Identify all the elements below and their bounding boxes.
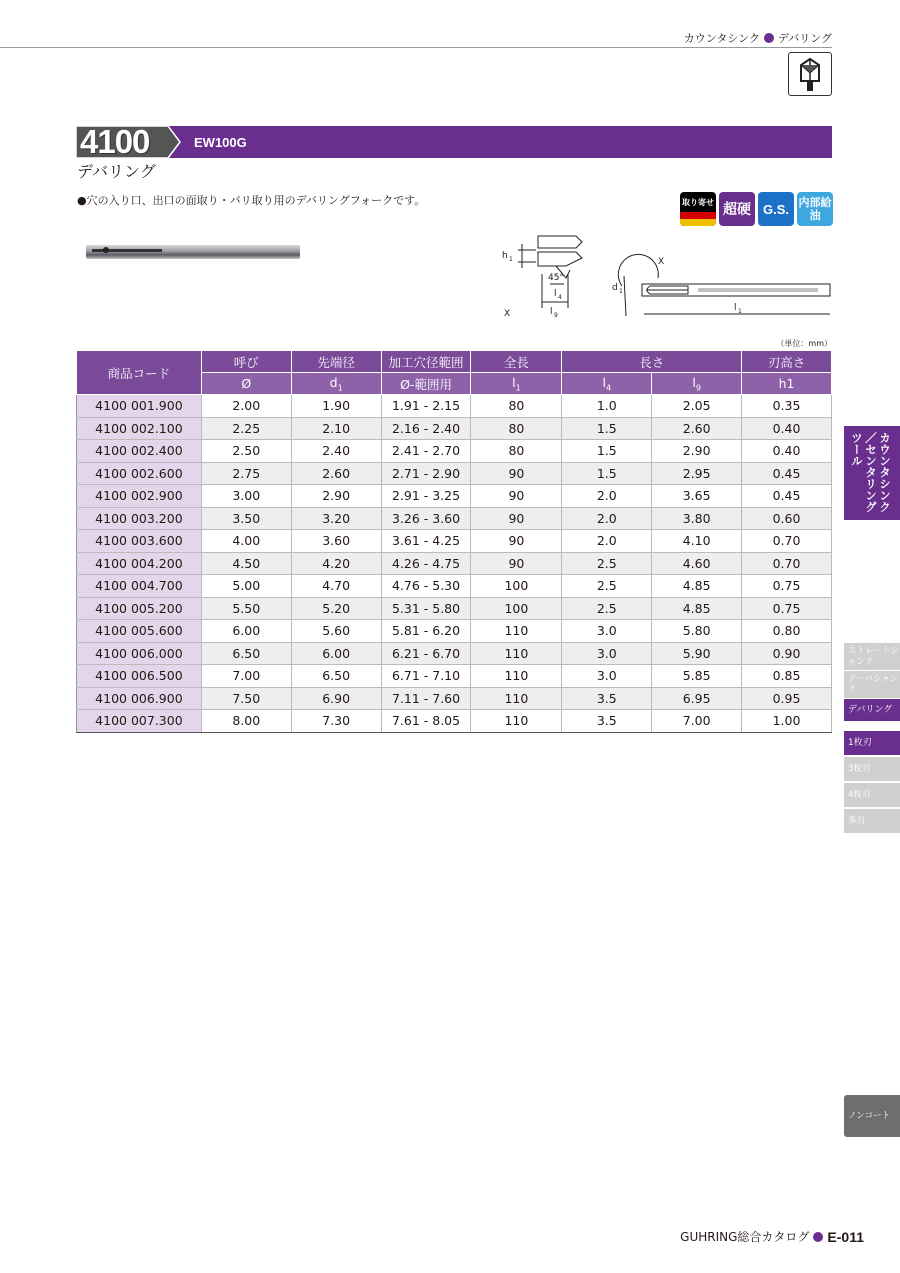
l1-subscript: 1	[738, 308, 742, 315]
subheader-cell	[652, 373, 742, 395]
bullet-icon	[813, 1232, 823, 1242]
gs-badge: G.S.	[758, 192, 794, 226]
product-code-cell: 4100 002.900	[77, 485, 202, 508]
subheader-cell	[201, 373, 291, 395]
spec-cell: 2.60	[291, 462, 381, 485]
spec-cell: 1.90	[291, 395, 381, 418]
angle-label: 45°	[548, 273, 564, 283]
spec-cell: 6.95	[652, 687, 742, 710]
spec-cell: 4.50	[201, 552, 291, 575]
spec-cell: 80	[471, 440, 562, 463]
table-row	[77, 552, 832, 575]
subheader-symbol: l	[692, 374, 696, 390]
spec-cell: 3.5	[562, 710, 652, 733]
spec-cell: 110	[471, 687, 562, 710]
spec-cell: 5.20	[291, 597, 381, 620]
spec-cell: 90	[471, 507, 562, 530]
header-length: 長さ	[562, 351, 742, 373]
spec-cell: 3.00	[201, 485, 291, 508]
product-code-cell: 4100 006.000	[77, 642, 202, 665]
breadcrumb-category[interactable]: カウンタシンク	[683, 32, 760, 45]
table-row	[77, 462, 832, 485]
spec-cell: 90	[471, 485, 562, 508]
product-title: デバリング	[77, 162, 156, 181]
d1-label: d	[612, 283, 618, 293]
spec-cell: 100	[471, 575, 562, 598]
series-number: 4100	[80, 123, 150, 160]
spec-cell: 0.35	[742, 395, 832, 418]
h1-subscript: 1	[509, 256, 513, 263]
spec-cell: 110	[471, 620, 562, 643]
spec-cell: 90	[471, 530, 562, 553]
product-code-cell: 4100 007.300	[77, 710, 202, 733]
spec-cell: 0.75	[742, 575, 832, 598]
header-edge-height: 刃高さ	[742, 351, 832, 373]
spec-cell: 5.81 - 6.20	[381, 620, 471, 643]
spec-cell: 3.80	[652, 507, 742, 530]
header-overall-length: 全長	[471, 351, 562, 373]
spec-cell: 6.50	[201, 642, 291, 665]
spec-cell: 4.10	[652, 530, 742, 553]
product-code-cell: 4100 006.500	[77, 665, 202, 688]
spec-cell: 0.85	[742, 665, 832, 688]
product-code-cell: 4100 005.600	[77, 620, 202, 643]
product-description: ●穴の入り口、出口の面取り・バリ取り用のデバリングフォークです。	[77, 194, 426, 207]
table-row	[77, 417, 832, 440]
spec-cell: 0.45	[742, 462, 832, 485]
spec-table	[76, 350, 832, 733]
product-code-cell: 4100 005.200	[77, 597, 202, 620]
feature-badges	[680, 192, 833, 226]
spec-cell: 110	[471, 710, 562, 733]
product-code-cell: 4100 002.400	[77, 440, 202, 463]
series-code: EW100G	[194, 135, 247, 150]
subheader-symbol: d	[329, 374, 338, 390]
spec-cell: 3.0	[562, 620, 652, 643]
spec-cell: 2.60	[652, 417, 742, 440]
spec-cell: 2.5	[562, 575, 652, 598]
stock-label: 取り寄せ	[682, 197, 714, 207]
spec-cell: 3.0	[562, 642, 652, 665]
series-header-bar	[76, 126, 832, 158]
side-tab-1-flute[interactable]: 1枚刃	[844, 731, 900, 755]
table-row	[77, 687, 832, 710]
side-tab-multi-flute[interactable]: 多刃	[844, 809, 900, 833]
spec-cell: 1.5	[562, 462, 652, 485]
spec-cell: 2.16 - 2.40	[381, 417, 471, 440]
spec-cell: 4.85	[652, 597, 742, 620]
side-tab-uncoated[interactable]: ノンコート	[844, 1095, 900, 1137]
spec-cell: 2.75	[201, 462, 291, 485]
subheader-symbol: h1	[778, 376, 795, 391]
tool-dimension-diagram	[498, 226, 834, 322]
spec-cell: 2.90	[291, 485, 381, 508]
spec-cell: 110	[471, 665, 562, 688]
subheader-cell	[742, 373, 832, 395]
spec-cell: 7.11 - 7.60	[381, 687, 471, 710]
spec-cell: 110	[471, 642, 562, 665]
spec-cell: 1.5	[562, 440, 652, 463]
subheader-subscript: 1	[515, 383, 521, 393]
spec-cell: 0.45	[742, 485, 832, 508]
l9-subscript: 9	[554, 312, 558, 319]
spec-cell: 5.90	[652, 642, 742, 665]
table-row	[77, 642, 832, 665]
spec-cell: 2.10	[291, 417, 381, 440]
spec-cell: 2.25	[201, 417, 291, 440]
table-row	[77, 395, 832, 418]
spec-cell: 0.60	[742, 507, 832, 530]
product-code-cell: 4100 004.200	[77, 552, 202, 575]
spec-cell: 6.00	[201, 620, 291, 643]
subheader-subscript: 4	[605, 383, 612, 393]
page-footer	[680, 1228, 864, 1245]
spec-cell: 2.5	[562, 597, 652, 620]
spec-cell: 90	[471, 462, 562, 485]
product-code-cell: 4100 002.600	[77, 462, 202, 485]
section-x-right: X	[658, 257, 665, 267]
subheader-subscript: 9	[695, 383, 701, 393]
subheader-symbol: Ø-範囲用	[400, 376, 452, 392]
spec-cell: 4.00	[201, 530, 291, 553]
spec-cell: 2.0	[562, 507, 652, 530]
spec-cell: 4.85	[652, 575, 742, 598]
breadcrumb-subcategory[interactable]: デバリング	[777, 32, 832, 45]
spec-cell: 0.90	[742, 642, 832, 665]
spec-cell: 0.70	[742, 530, 832, 553]
l4-label: l	[554, 289, 557, 299]
side-tab-4-flute[interactable]: 4枚刃	[844, 783, 900, 807]
spec-cell: 1.5	[562, 417, 652, 440]
spec-cell: 4.60	[652, 552, 742, 575]
spec-cell: 2.40	[291, 440, 381, 463]
spec-cell: 1.0	[562, 395, 652, 418]
header-product-code: 商品コード	[77, 351, 202, 395]
spec-cell: 1.00	[742, 710, 832, 733]
spec-cell: 2.00	[201, 395, 291, 418]
l9-label: l	[550, 307, 553, 317]
carbide-badge: 超硬	[719, 192, 755, 226]
spec-cell: 5.00	[201, 575, 291, 598]
spec-cell: 0.40	[742, 417, 832, 440]
spec-cell: 4.20	[291, 552, 381, 575]
breadcrumb	[684, 30, 832, 46]
spec-cell: 5.85	[652, 665, 742, 688]
catalog-name: GUHRING総合カタログ	[680, 1230, 810, 1244]
table-row	[77, 597, 832, 620]
l4-subscript: 4	[558, 294, 562, 301]
spec-cell: 3.20	[291, 507, 381, 530]
header-hole-range: 加工穴径範囲	[381, 351, 471, 373]
spec-cell: 3.50	[201, 507, 291, 530]
subheader-cell	[471, 373, 562, 395]
spec-cell: 7.00	[201, 665, 291, 688]
spec-cell: 8.00	[201, 710, 291, 733]
spec-cell: 6.00	[291, 642, 381, 665]
spec-cell: 2.41 - 2.70	[381, 440, 471, 463]
spec-cell: 6.71 - 7.10	[381, 665, 471, 688]
spec-cell: 5.80	[652, 620, 742, 643]
product-code-cell: 4100 004.700	[77, 575, 202, 598]
spec-cell: 0.70	[742, 552, 832, 575]
d1-subscript: 1	[619, 288, 623, 295]
spec-cell: 2.0	[562, 530, 652, 553]
spec-cell: 0.95	[742, 687, 832, 710]
spec-cell: 0.40	[742, 440, 832, 463]
coolant-badge: 内部給油	[797, 192, 833, 226]
spec-cell: 80	[471, 395, 562, 418]
table-row	[77, 620, 832, 643]
spec-cell: 6.21 - 6.70	[381, 642, 471, 665]
product-code-cell: 4100 006.900	[77, 687, 202, 710]
table-row	[77, 530, 832, 553]
header-nominal: 呼び	[201, 351, 291, 373]
spec-cell: 3.61 - 4.25	[381, 530, 471, 553]
side-tab-3-flute[interactable]: 3枚刃	[844, 757, 900, 781]
l1-label: l	[734, 303, 737, 313]
table-row	[77, 440, 832, 463]
table-row	[77, 710, 832, 733]
subheader-symbol: l	[602, 374, 606, 390]
page-number: E-011	[827, 1228, 864, 1245]
unit-note: （単位：mm）	[776, 339, 832, 348]
product-code-cell: 4100 003.600	[77, 530, 202, 553]
spec-cell: 4.70	[291, 575, 381, 598]
spec-cell: 0.75	[742, 597, 832, 620]
product-code-cell: 4100 001.900	[77, 395, 202, 418]
spec-cell: 3.5	[562, 687, 652, 710]
spec-cell: 4.76 - 5.30	[381, 575, 471, 598]
spec-cell: 100	[471, 597, 562, 620]
spec-cell: 7.30	[291, 710, 381, 733]
spec-cell: 7.61 - 8.05	[381, 710, 471, 733]
section-x-left: X	[504, 309, 511, 319]
header-divider	[0, 47, 832, 48]
stock-badge	[680, 192, 716, 226]
subheader-cell	[381, 373, 471, 395]
spec-cell: 2.91 - 3.25	[381, 485, 471, 508]
spec-cell: 3.26 - 3.60	[381, 507, 471, 530]
spec-cell: 90	[471, 552, 562, 575]
spec-cell: 2.95	[652, 462, 742, 485]
side-tab-countersink[interactable]: カウンタシンク／センタリングツール	[844, 426, 900, 520]
table-row	[77, 507, 832, 530]
spec-cell: 5.31 - 5.80	[381, 597, 471, 620]
spec-cell: 3.0	[562, 665, 652, 688]
spec-cell: 2.90	[652, 440, 742, 463]
subheader-symbol: l	[512, 374, 516, 390]
table-row	[77, 665, 832, 688]
spec-cell: 7.50	[201, 687, 291, 710]
spec-cell: 2.0	[562, 485, 652, 508]
spec-cell: 5.50	[201, 597, 291, 620]
spec-cell: 5.60	[291, 620, 381, 643]
table-row	[77, 575, 832, 598]
product-code-cell: 4100 003.200	[77, 507, 202, 530]
h1-label: h	[502, 251, 508, 261]
countersink-icon	[788, 52, 832, 96]
spec-cell: 2.5	[562, 552, 652, 575]
spec-cell: 6.50	[291, 665, 381, 688]
subheader-symbol: Ø	[241, 376, 252, 391]
header-tip-diameter: 先端径	[291, 351, 381, 373]
spec-cell: 0.80	[742, 620, 832, 643]
spec-cell: 1.91 - 2.15	[381, 395, 471, 418]
spec-cell: 6.90	[291, 687, 381, 710]
spec-cell: 3.65	[652, 485, 742, 508]
product-code-cell: 4100 002.100	[77, 417, 202, 440]
spec-cell: 3.60	[291, 530, 381, 553]
subheader-cell	[291, 373, 381, 395]
side-tab-taper-shank[interactable]: テーパシャンク	[844, 671, 900, 698]
subheader-subscript: 1	[337, 383, 343, 393]
spec-cell: 2.71 - 2.90	[381, 462, 471, 485]
spec-cell: 80	[471, 417, 562, 440]
side-tab-straight-shank[interactable]: ストレートシャンク	[844, 643, 900, 670]
side-tab-deburring[interactable]: デバリング	[844, 699, 900, 721]
subheader-cell	[562, 373, 652, 395]
spec-cell: 2.05	[652, 395, 742, 418]
table-row	[77, 485, 832, 508]
spec-cell: 7.00	[652, 710, 742, 733]
spec-cell: 4.26 - 4.75	[381, 552, 471, 575]
bullet-icon	[764, 33, 774, 43]
spec-cell: 2.50	[201, 440, 291, 463]
tool-image	[84, 240, 304, 266]
